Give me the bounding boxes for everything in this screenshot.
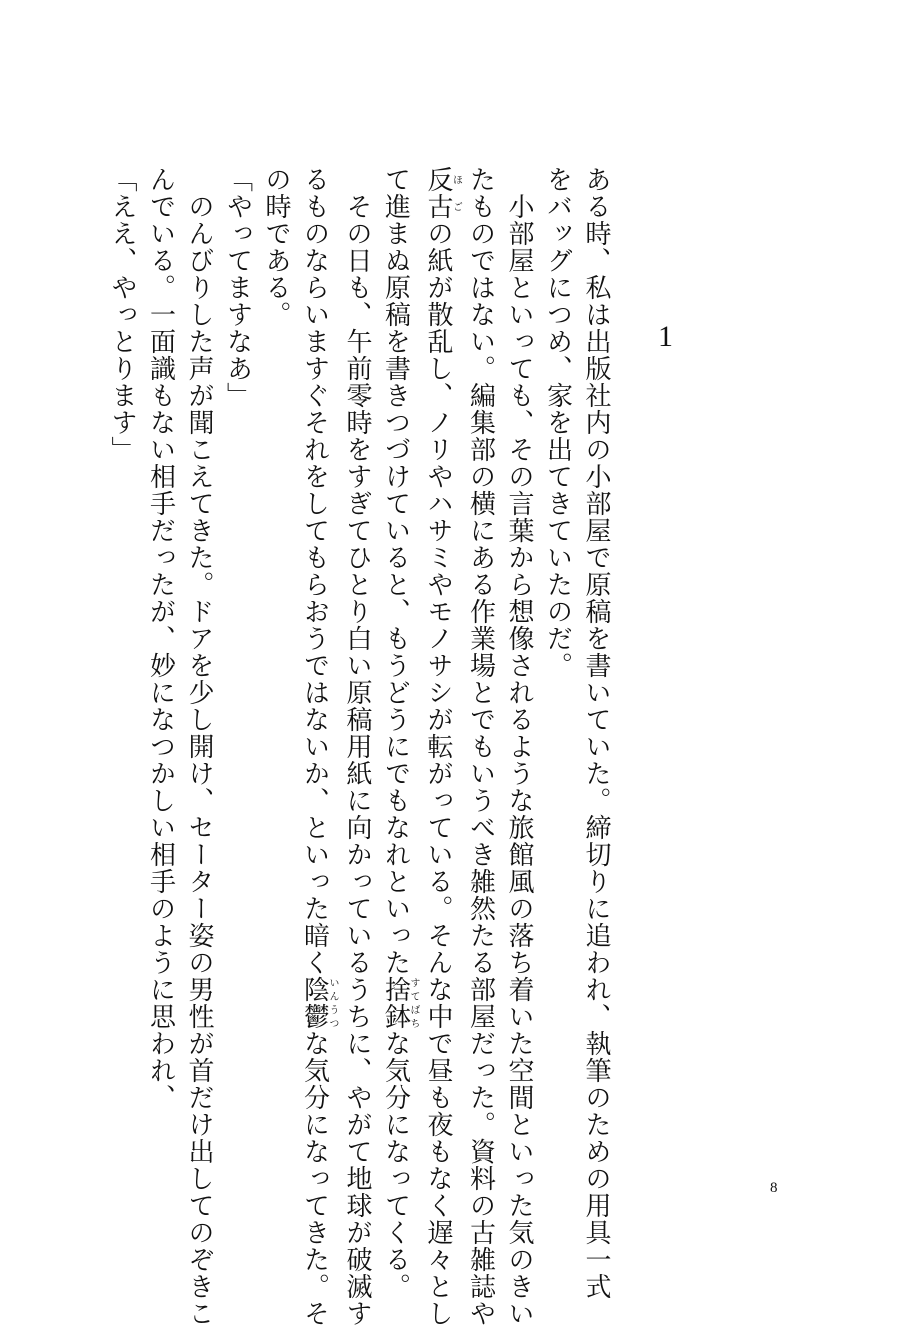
text-line: の時である。 xyxy=(261,166,291,328)
text-line: ある時、私は出版社内の小部屋で原稿を書いていた。締切りに追われ、執筆のための用具一式 xyxy=(581,166,611,1300)
text-line: 反古ほごの紙が散乱し、ノリやハサミやモノサシが転がっている。そんな中で昼も夜もなく遅々とし xyxy=(423,166,462,1327)
text-line: をバッグにつめ、家を出てきていたのだ。 xyxy=(542,166,573,679)
text-line: るものならいますぐそれをしてもらおうではないか、といった暗く陰鬱いんうつな気分になってきた。そ xyxy=(299,166,338,1327)
ruby-annotation: 反古ほご xyxy=(423,166,462,220)
ruby-annotation: 捨鉢すてばち xyxy=(380,976,419,1030)
text-line: て進まぬ原稿を書きつづけていると、もうどうにでもなれといった捨鉢すてばちな気分になってくる。 xyxy=(380,166,419,1300)
page-number: 8 xyxy=(770,1180,778,1196)
text-line: 「ええ、やっとります」 xyxy=(107,166,137,463)
chapter-number: 1 xyxy=(658,320,673,353)
text-line: その日も、午前零時をすぎてひとり白い原稿用紙に向かっているうちに、やがて地球が破滅す xyxy=(342,166,372,1327)
body-text xyxy=(103,166,616,1327)
text-line: たものではない。編集部の横にある作業場とでもいうべき雑然たる部屋だった。資料の古雑誌や xyxy=(465,166,496,1327)
text-line: 「やってますなあ」 xyxy=(222,166,253,409)
text-line: 小部屋といっても、その言葉から想像されるような旅館風の落ち着いた空間といった気のきい xyxy=(504,166,534,1327)
text-line: んでいる。一面識もない相手だったが、妙になつかしい相手のように思われ、 xyxy=(145,166,176,1111)
text-line: のんびりした声が聞こえてきた。ドアを少し開け、セーター姿の男性が首だけ出してのぞきこ xyxy=(184,166,214,1327)
ruby-annotation: 陰鬱いんうつ xyxy=(299,976,338,1030)
